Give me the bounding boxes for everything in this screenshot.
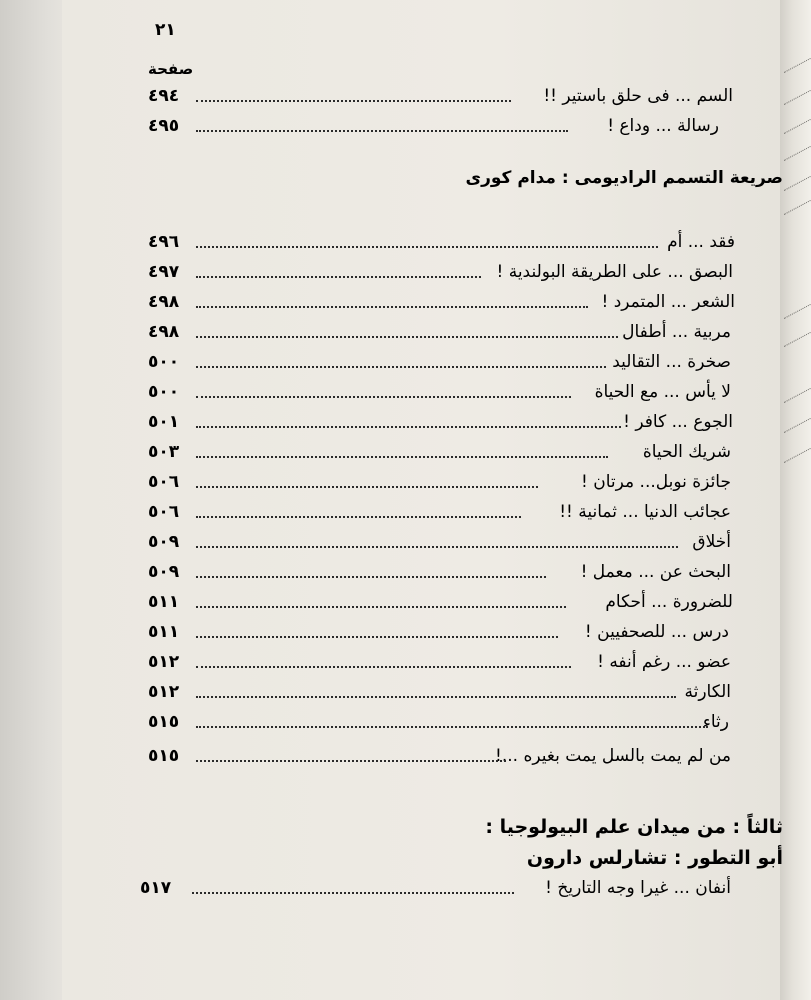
dot-leader xyxy=(196,426,621,428)
toc-entry-page: ٥١٥ xyxy=(148,712,180,732)
page-edge xyxy=(780,0,811,1000)
section-heading-biology: ثالثاً : من ميدان علم البيولوجيا : xyxy=(485,816,783,838)
page-column-label: صفحة xyxy=(148,60,194,78)
toc-entry xyxy=(148,462,753,492)
toc-entry xyxy=(148,582,753,612)
dot-leader xyxy=(196,246,658,248)
toc-entry-page: ٥٠٣ xyxy=(148,442,180,462)
dot-leader xyxy=(196,636,558,638)
toc-entry-title: السم ... فى حلق باستير !! xyxy=(543,86,733,106)
toc-entry-title: الكارثة xyxy=(684,682,731,702)
toc-entry-title: شريك الحياة xyxy=(642,442,731,462)
toc-entry-page: ٤٩٨ xyxy=(148,292,180,312)
section-heading-curie: صريعة التسمم الراديومى : مدام كورى xyxy=(465,168,783,188)
dot-leader xyxy=(196,456,608,458)
toc-entry-title: عجائب الدنيا ... ثمانية !! xyxy=(559,502,731,522)
toc-entry-page: ٥٠١ xyxy=(148,412,180,432)
dot-leader xyxy=(196,760,506,762)
toc-entry-page: ٤٩٦ xyxy=(148,232,180,252)
toc-entry xyxy=(148,522,753,552)
toc-entry xyxy=(148,342,753,372)
toc-entry-page: ٥٠٩ xyxy=(148,532,180,552)
toc-entry-page: ٥٠٠ xyxy=(148,352,180,372)
dot-leader xyxy=(196,576,546,578)
toc-entry-page: ٤٩٤ xyxy=(148,86,180,106)
toc-entry xyxy=(148,402,753,432)
toc-entry-title: البصق ... على الطريقة البولندية ! xyxy=(496,262,733,282)
section-heading-darwin: أبو التطور : تشارلس دارون xyxy=(526,847,783,869)
toc-entry xyxy=(148,702,753,732)
toc-entry xyxy=(148,252,753,282)
toc-entry-page: ٥١١ xyxy=(148,592,180,612)
page-number: ٢١ xyxy=(155,20,176,40)
dot-leader xyxy=(196,306,588,308)
toc-entry xyxy=(140,868,753,898)
toc-entry xyxy=(148,492,753,522)
toc-entry-page: ٥١٥ xyxy=(148,746,180,766)
toc-entry-title: من لم يمت بالسل يمت بغيره ...! xyxy=(495,746,731,766)
toc-entry-page: ٤٩٧ xyxy=(148,262,180,282)
toc-entry-title: الشعر ... المتمرد ! xyxy=(601,292,735,312)
toc-entry-title: رسالة ... وداع ! xyxy=(607,116,719,136)
dot-leader xyxy=(196,696,676,698)
toc-entry-page: ٥٠٩ xyxy=(148,562,180,582)
toc-entry-title: صخرة ... التقاليد xyxy=(612,352,731,372)
toc-entry xyxy=(148,282,753,312)
toc-entry-title: أنفان ... غيرا وجه التاريخ ! xyxy=(545,878,731,898)
toc-entry-page: ٥٠٠ xyxy=(148,382,180,402)
toc-entry-page: ٥١١ xyxy=(148,622,180,642)
dot-leader xyxy=(196,726,708,728)
toc-entry xyxy=(148,612,753,642)
toc-entry-page: ٥١٢ xyxy=(148,682,180,702)
toc-entry-title: مربية ... أطفال xyxy=(622,322,731,342)
toc-entry xyxy=(148,372,753,402)
dot-leader xyxy=(196,130,568,132)
toc-entry xyxy=(148,106,753,136)
toc-entry-title: للضرورة ... أحكام xyxy=(605,592,733,612)
toc-entry-title: فقد ... أم xyxy=(667,232,735,252)
toc-entry xyxy=(148,312,753,342)
toc-entry xyxy=(148,222,753,252)
toc-entry-page: ٤٩٥ xyxy=(148,116,180,136)
dot-leader xyxy=(196,276,481,278)
toc-entry-title: الجوع ... كافر ! xyxy=(623,412,733,432)
toc-entry xyxy=(148,642,753,672)
toc-entry-page: ٥٠٦ xyxy=(148,472,180,492)
dot-leader xyxy=(196,396,571,398)
dot-leader xyxy=(196,366,606,368)
dot-leader xyxy=(192,892,514,894)
toc-entry-title: درس ... للصحفيين ! xyxy=(584,622,729,642)
toc-entry-title: البحث عن ... معمل ! xyxy=(580,562,731,582)
toc-entry-page: ٥١٧ xyxy=(140,878,172,898)
toc-entry-page: ٤٩٨ xyxy=(148,322,180,342)
toc-entry-title: عضو ... رغم أنفه ! xyxy=(597,652,731,672)
dot-leader xyxy=(196,546,678,548)
toc-entry xyxy=(148,736,753,766)
toc-entry-title: أخلاق xyxy=(692,532,731,552)
toc-entry-page: ٥٠٦ xyxy=(148,502,180,522)
dot-leader xyxy=(196,666,571,668)
dot-leader xyxy=(196,516,521,518)
toc-entry xyxy=(148,552,753,582)
dot-leader xyxy=(196,606,566,608)
toc-entry xyxy=(148,672,753,702)
toc-entry-title: جائزة نوبل... مرتان ! xyxy=(581,472,731,492)
toc-entry-page: ٥١٢ xyxy=(148,652,180,672)
toc-entry-title: رثاء xyxy=(702,712,729,732)
dot-leader xyxy=(196,486,538,488)
left-shadow xyxy=(0,0,70,1000)
dot-leader xyxy=(196,100,511,102)
toc-entry-title: لا يأس ... مع الحياة xyxy=(594,382,731,402)
toc-entry xyxy=(148,432,753,462)
dot-leader xyxy=(196,336,618,338)
toc-entry xyxy=(148,76,753,106)
